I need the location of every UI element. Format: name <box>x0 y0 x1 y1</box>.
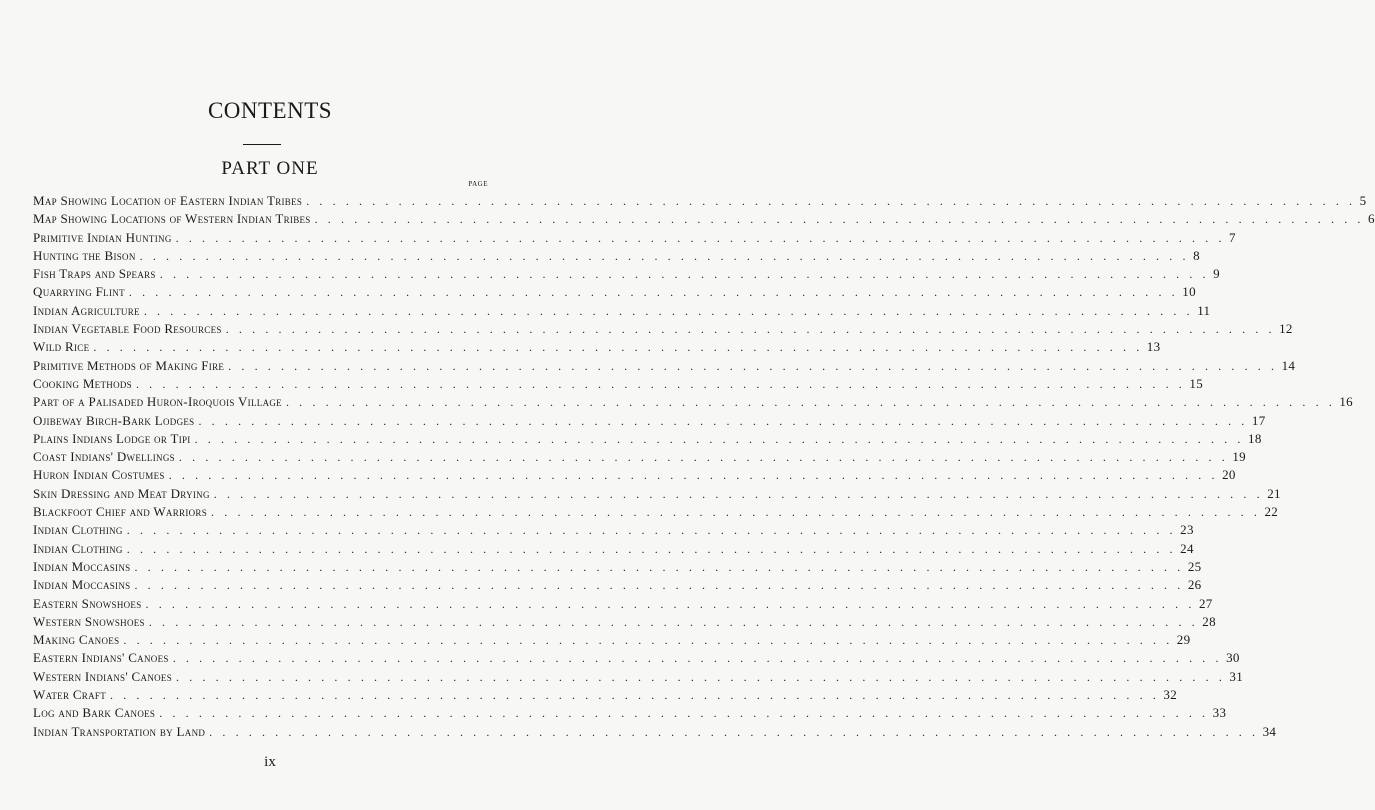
toc-entry <box>33 247 1200 265</box>
toc-entry <box>33 668 1244 686</box>
toc-entry-title: Making Canoes <box>33 632 120 648</box>
toc-entry-page: 32 <box>1163 687 1178 703</box>
page-column-label: PAGE <box>468 180 488 188</box>
dot-leader: . . . . . . . . . . . . . . . . . . . . . . . . . . . . . . . . . . . . . . . . . . . . . . . . . . . . . . . . . . . . . . . . . . . . . . . . . . . . . . . . <box>126 523 1177 538</box>
toc-entry-page: 5 <box>1359 193 1367 208</box>
dot-leader: . . . . . . . . . . . . . . . . . . . . . . . . . . . . . . . . . . . . . . . . . . . . . . . . . . . . . . . . . . . . . . . . . . . . . . . . . . . . . . . . <box>128 285 1179 300</box>
toc-entry <box>33 192 1367 210</box>
toc-entry-page: 27 <box>1198 595 1213 611</box>
toc-entry <box>33 521 1194 539</box>
toc-entry-page: 34 <box>1262 723 1277 739</box>
toc-entry-page: 11 <box>1197 302 1211 318</box>
dot-leader: . . . . . . . . . . . . . . . . . . . . . . . . . . . . . . . . . . . . . . . . . . . . . . . . . . . . . . . . . . . . . . . . . . . . . . . . . . . . . . . . <box>168 468 1219 483</box>
toc-entry-title: Indian Vegetable Food Resources <box>33 321 222 337</box>
toc-entry-page: 29 <box>1176 632 1191 648</box>
part-heading: PART ONE <box>221 158 319 179</box>
toc-entry-title: Indian Clothing <box>33 540 123 556</box>
toc-entry-page: 17 <box>1251 412 1266 428</box>
heading-rule <box>243 144 281 145</box>
toc-entry-title: Indian Transportation by Land <box>33 723 206 739</box>
dot-leader: . . . . . . . . . . . . . . . . . . . . . . . . . . . . . . . . . . . . . . . . . . . . . . . . . . . . . . . . . . . . . . . . . . . . . . . . . . . . . . . . <box>148 614 1199 629</box>
toc-entry-page: 16 <box>1339 394 1353 410</box>
toc-entry <box>33 595 1213 613</box>
toc-entry <box>33 613 1216 631</box>
toc-entry-title: Water Craft <box>33 687 106 703</box>
dot-leader: . . . . . . . . . . . . . . . . . . . . . . . . . . . . . . . . . . . . . . . . . . . . . . . . . . . . . . . . . . . . . . . . . . . . . . . . . . . . . . . . <box>126 541 1177 556</box>
dot-leader: . . . . . . . . . . . . . . . . . . . . . . . . . . . . . . . . . . . . . . . . . . . . . . . . . . . . . . . . . . . . . . . . . . . . . . . . . . . . . . . . <box>228 358 1278 373</box>
contents-heading: CONTENTS <box>207 98 333 123</box>
toc-entry <box>33 704 1227 722</box>
toc-entry-page: 18 <box>1248 430 1262 446</box>
toc-entry <box>33 302 1211 320</box>
toc-entry <box>33 485 1281 503</box>
toc-entry-page: 15 <box>1189 375 1203 391</box>
toc-entry-page: 7 <box>1229 229 1236 245</box>
toc-entry-page: 31 <box>1229 668 1244 684</box>
toc-entry-title: Indian Clothing <box>33 522 123 538</box>
toc-entry-page: 13 <box>1146 339 1161 355</box>
toc-entry-page: 21 <box>1267 485 1281 501</box>
toc-entry-page: 23 <box>1180 522 1194 538</box>
dot-leader: . . . . . . . . . . . . . . . . . . . . . . . . . . . . . . . . . . . . . . . . . . . . . . . . . . . . . . . . . . . . . . . . . . . . . . . . . . . . . . . . <box>172 651 1223 666</box>
dot-leader: . . . . . . . . . . . . . . . . . . . . . . . . . . . . . . . . . . . . . . . . . . . . . . . . . . . . . . . . . . . . . . . . . . . . . . . . . . . . . . . . <box>123 633 1173 648</box>
toc-entry <box>33 649 1240 667</box>
toc-entry-title: Western Indians' Canoes <box>33 668 173 684</box>
dot-leader: . . . . . . . . . . . . . . . . . . . . . . . . . . . . . . . . . . . . . . . . . . . . . . . . . . . . . . . . . . . . . . . . . . . . . . . . . . . . . . . . <box>176 669 1226 684</box>
dot-leader: . . . . . . . . . . . . . . . . . . . . . . . . . . . . . . . . . . . . . . . . . . . . . . . . . . . . . . . . . . . . . . . . . . . . . . . . . . . . . . . . <box>178 450 1229 465</box>
toc-entry <box>33 283 1196 301</box>
dot-leader: . . . . . . . . . . . . . . . . . . . . . . . . . . . . . . . . . . . . . . . . . . . . . . . . . . . . . . . . . . . . . . . . . . . . . . . . . . . . . . . . <box>225 322 1276 337</box>
toc-entry <box>33 466 1236 484</box>
toc-entry-title: Wild Rice <box>33 339 90 355</box>
dot-leader: . . . . . . . . . . . . . . . . . . . . . . . . . . . . . . . . . . . . . . . . . . . . . . . . . . . . . . . . . . . . . . . . . . . . . . . . . . . . . . . . <box>198 413 1248 428</box>
toc-entry-title: Huron Indian Costumes <box>33 467 165 483</box>
dot-leader: . . . . . . . . . . . . . . . . . . . . . . . . . . . . . . . . . . . . . . . . . . . . . . . . . . . . . . . . . . . . . . . . . . . . . . . . . . . . . . . . <box>306 194 1356 208</box>
toc-entry-page: 33 <box>1212 705 1227 721</box>
toc-entry-title: Quarrying Flint <box>33 284 125 300</box>
dot-leader: . . . . . . . . . . . . . . . . . . . . . . . . . . . . . . . . . . . . . . . . . . . . . . . . . . . . . . . . . . . . . . . . . . . . . . . . . . . . . . . . <box>209 724 1259 739</box>
toc-entry-title: Ojibeway Birch-Bark Lodges <box>33 412 195 428</box>
toc-entry-title: Part of a Palisaded Huron-Iroquois Village <box>33 394 282 410</box>
toc-entry-title: Skin Dressing and Meat Drying <box>33 485 210 501</box>
toc-entry-title: Map Showing Locations of Western Indian Tribes <box>33 211 311 227</box>
dot-leader: . . . . . . . . . . . . . . . . . . . . . . . . . . . . . . . . . . . . . . . . . . . . . . . . . . . . . . . . . . . . . . . . . . . . . . . . . . . . . . . . <box>134 559 1184 574</box>
toc-entry <box>33 503 1279 521</box>
toc-entry <box>33 576 1202 594</box>
dot-leader: . . . . . . . . . . . . . . . . . . . . . . . . . . . . . . . . . . . . . . . . . . . . . . . . . . . . . . . . . . . . . . . . . . . . . . . . . . . . . . . . <box>211 505 1261 520</box>
toc-entry <box>33 229 1236 247</box>
toc-entry-title: Indian Agriculture <box>33 302 140 318</box>
toc-entry-title: Coast Indians' Dwellings <box>33 449 175 465</box>
toc-entry-page: 9 <box>1213 266 1220 282</box>
toc-entry-title: Eastern Snowshoes <box>33 595 142 611</box>
dot-leader: . . . . . . . . . . . . . . . . . . . . . . . . . . . . . . . . . . . . . . . . . . . . . . . . . . . . . . . . . . . . . . . . . . . . . . . . . . . . . . . . <box>175 230 1226 245</box>
toc-entry-page: 26 <box>1187 577 1202 593</box>
toc-entry-title: Indian Moccasins <box>33 577 131 593</box>
dot-leader: . . . . . . . . . . . . . . . . . . . . . . . . . . . . . . . . . . . . . . . . . . . . . . . . . . . . . . . . . . . . . . . . . . . . . . . . . . . . . . . . <box>135 376 1186 391</box>
toc-entry <box>33 265 1220 283</box>
toc-entry <box>33 430 1262 448</box>
dot-leader: . . . . . . . . . . . . . . . . . . . . . . . . . . . . . . . . . . . . . . . . . . . . . . . . . . . . . . . . . . . . . . . . . . . . . . . . . . . . . . . . <box>159 706 1209 721</box>
dot-leader: . . . . . . . . . . . . . . . . . . . . . . . . . . . . . . . . . . . . . . . . . . . . . . . . . . . . . . . . . . . . . . . . . . . . . . . . . . . . . . . . <box>143 303 1194 318</box>
toc-entry-page: 8 <box>1193 247 1200 263</box>
toc-entry-title: Fish Traps and Spears <box>33 266 156 282</box>
toc-entry-title: Primitive Indian Hunting <box>33 229 172 245</box>
page-number: ix <box>264 754 276 770</box>
toc-entry-title: Western Snowshoes <box>33 613 145 629</box>
toc-entry <box>33 320 1293 338</box>
dot-leader: . . . . . . . . . . . . . . . . . . . . . . . . . . . . . . . . . . . . . . . . . . . . . . . . . . . . . . . . . . . . . . . . . . . . . . . . . . . . . . . . <box>93 340 1143 355</box>
toc-entry-title: Cooking Methods <box>33 375 132 391</box>
toc-entry-title: Plains Indians Lodge or Tipi <box>33 430 191 446</box>
toc-entry-page: 22 <box>1264 504 1279 520</box>
dot-leader: . . . . . . . . . . . . . . . . . . . . . . . . . . . . . . . . . . . . . . . . . . . . . . . . . . . . . . . . . . . . . . . . . . . . . . . . . . . . . . . . <box>213 486 1264 501</box>
toc-entry-title: Primitive Methods of Making Fire <box>33 357 225 373</box>
toc-entry-title: Hunting the Bison <box>33 247 136 263</box>
table-of-contents <box>33 192 1375 741</box>
toc-entry <box>33 412 1266 430</box>
toc-entry-title: Indian Moccasins <box>33 558 131 574</box>
dot-leader: . . . . . . . . . . . . . . . . . . . . . . . . . . . . . . . . . . . . . . . . . . . . . . . . . . . . . . . . . . . . . . . . . . . . . . . . . . . . . . . . <box>285 395 1336 410</box>
toc-entry <box>33 210 1375 228</box>
toc-entry-title: Blackfoot Chief and Warriors <box>33 504 208 520</box>
dot-leader: . . . . . . . . . . . . . . . . . . . . . . . . . . . . . . . . . . . . . . . . . . . . . . . . . . . . . . . . . . . . . . . . . . . . . . . . . . . . . . . . <box>145 596 1195 611</box>
toc-entry-page: 12 <box>1279 321 1293 337</box>
toc-entry-page: 30 <box>1226 650 1240 666</box>
toc-entry-title: Log and Bark Canoes <box>33 705 156 721</box>
toc-entry <box>33 338 1161 356</box>
toc-entry-page: 6 <box>1368 211 1375 227</box>
toc-entry <box>33 558 1202 576</box>
dot-leader: . . . . . . . . . . . . . . . . . . . . . . . . . . . . . . . . . . . . . . . . . . . . . . . . . . . . . . . . . . . . . . . . . . . . . . . . . . . . . . . . <box>314 212 1365 227</box>
toc-entry-page: 19 <box>1232 449 1246 465</box>
dot-leader: . . . . . . . . . . . . . . . . . . . . . . . . . . . . . . . . . . . . . . . . . . . . . . . . . . . . . . . . . . . . . . . . . . . . . . . . . . . . . . . . <box>110 688 1160 703</box>
toc-entry <box>33 393 1353 411</box>
toc-entry-title: Eastern Indians' Canoes <box>33 650 169 666</box>
toc-entry <box>33 631 1191 649</box>
toc-entry <box>33 540 1194 558</box>
toc-entry-title: Map Showing Location of Eastern Indian Tribes <box>33 193 303 208</box>
toc-entry <box>33 723 1277 741</box>
toc-entry-page: 24 <box>1180 540 1194 556</box>
dot-leader: . . . . . . . . . . . . . . . . . . . . . . . . . . . . . . . . . . . . . . . . . . . . . . . . . . . . . . . . . . . . . . . . . . . . . . . . . . . . . . . . <box>139 248 1190 263</box>
toc-entry-page: 14 <box>1281 357 1296 373</box>
toc-entry <box>33 357 1296 375</box>
toc-entry-page: 25 <box>1187 558 1202 574</box>
toc-entry-page: 10 <box>1182 284 1196 300</box>
toc-entry <box>33 448 1246 466</box>
dot-leader: . . . . . . . . . . . . . . . . . . . . . . . . . . . . . . . . . . . . . . . . . . . . . . . . . . . . . . . . . . . . . . . . . . . . . . . . . . . . . . . . <box>159 267 1210 282</box>
dot-leader: . . . . . . . . . . . . . . . . . . . . . . . . . . . . . . . . . . . . . . . . . . . . . . . . . . . . . . . . . . . . . . . . . . . . . . . . . . . . . . . . <box>134 578 1184 593</box>
dot-leader: . . . . . . . . . . . . . . . . . . . . . . . . . . . . . . . . . . . . . . . . . . . . . . . . . . . . . . . . . . . . . . . . . . . . . . . . . . . . . . . . <box>194 431 1245 446</box>
toc-entry <box>33 686 1178 704</box>
toc-entry-page: 28 <box>1202 613 1216 629</box>
toc-entry-page: 20 <box>1222 467 1236 483</box>
toc-entry <box>33 375 1203 393</box>
